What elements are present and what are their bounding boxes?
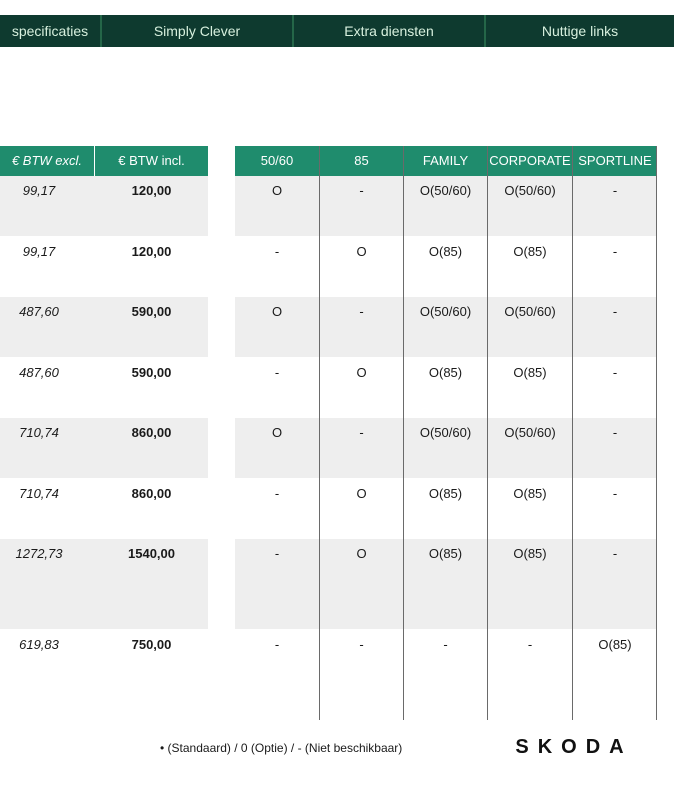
header-family: FAMILY (404, 146, 487, 176)
availability-legend: • (Standaard) / 0 (Optie) / - (Niet beschikbaar) (160, 741, 403, 755)
cell-sportline: - (612, 183, 618, 198)
header-corporate: CORPORATE (488, 146, 572, 176)
cell-85: O (356, 486, 367, 501)
cell-family: O(50/60) (419, 304, 472, 319)
cell-corporate: O(85) (513, 244, 547, 259)
cell-corporate: O(50/60) (504, 183, 556, 198)
logo-text: SKODA (515, 736, 633, 758)
cell-85: - (359, 304, 364, 319)
tab-extra-diensten[interactable]: Extra diensten (344, 23, 434, 39)
cell-50-60: - (274, 244, 280, 259)
price-incl: 590,00 (131, 365, 172, 380)
cell-85: - (359, 183, 364, 198)
cell-corporate: O(85) (513, 365, 547, 380)
price-incl: 1540,00 (128, 546, 175, 561)
top-navigation (0, 15, 674, 47)
cell-corporate: O(85) (513, 486, 547, 501)
cell-85: O (356, 365, 367, 380)
cell-family: O(50/60) (419, 183, 472, 198)
header-btw-excl: € BTW excl. (0, 146, 94, 176)
cell-corporate: - (527, 637, 533, 652)
cell-50-60: - (274, 637, 280, 652)
cell-sportline: - (612, 546, 618, 561)
cell-85: O (356, 546, 367, 561)
price-excl: 1272,73 (15, 546, 63, 561)
cell-family: O(85) (428, 244, 463, 259)
cell-85: O (356, 244, 367, 259)
price-incl: 120,00 (131, 244, 172, 259)
cell-corporate: O(85) (513, 546, 547, 561)
price-excl: 99,17 (22, 244, 56, 259)
cell-family: O(85) (428, 365, 463, 380)
cell-50-60: O (271, 304, 283, 319)
cell-sportline: O(85) (598, 637, 632, 652)
price-excl: 487,60 (19, 365, 59, 380)
price-excl: 710,74 (19, 486, 59, 501)
cell-sportline: - (612, 244, 618, 259)
header-50-60: 50/60 (235, 146, 319, 176)
cell-50-60: - (274, 365, 280, 380)
cell-50-60: - (274, 546, 280, 561)
price-incl: 750,00 (131, 637, 172, 652)
price-incl: 860,00 (131, 425, 172, 440)
cell-family: O(85) (428, 546, 463, 561)
price-excl: 99,17 (22, 183, 56, 198)
cell-50-60: O (271, 425, 283, 440)
cell-50-60: - (274, 486, 280, 501)
cell-corporate: O(50/60) (504, 425, 556, 440)
cell-sportline: - (612, 365, 618, 380)
cell-sportline: - (612, 304, 618, 319)
cell-sportline: - (612, 425, 618, 440)
cell-50-60: O (271, 183, 283, 198)
tab-nuttige-links[interactable]: Nuttige links (541, 23, 619, 39)
cell-corporate: O(50/60) (504, 304, 556, 319)
cell-family: O(85) (428, 486, 463, 501)
header-btw-incl: € BTW incl. (95, 146, 208, 176)
cell-85: - (359, 637, 364, 652)
price-incl: 120,00 (131, 183, 172, 198)
price-incl: 860,00 (131, 486, 172, 501)
price-excl: 710,74 (19, 425, 59, 440)
tab-specificaties[interactable]: specificaties (11, 23, 89, 39)
cell-family: O(50/60) (419, 425, 472, 440)
price-excl: 619,83 (19, 637, 59, 652)
cell-85: - (359, 425, 364, 440)
price-excl: 487,60 (19, 304, 59, 319)
price-incl: 590,00 (131, 304, 172, 319)
cell-sportline: - (612, 486, 618, 501)
header-85: 85 (320, 146, 403, 176)
tab-simply-clever[interactable]: Simply Clever (153, 23, 241, 39)
cell-family: - (443, 637, 448, 652)
skoda-logo (506, 734, 642, 758)
header-sportline: SPORTLINE (573, 146, 657, 176)
